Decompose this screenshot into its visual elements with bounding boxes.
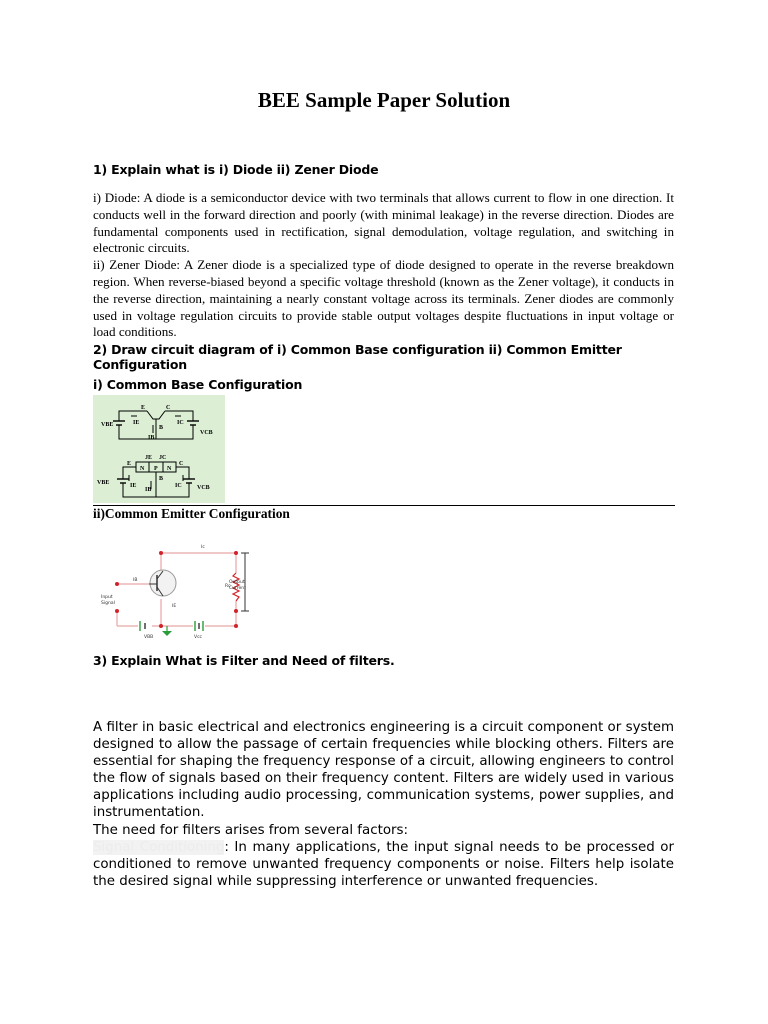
cb-label-p: P bbox=[154, 466, 158, 472]
cb-label-ic: IC bbox=[177, 420, 184, 426]
question-1-heading: 1) Explain what is i) Diode ii) Zener Diode bbox=[93, 162, 379, 177]
cb-label-je: JE bbox=[145, 455, 153, 461]
cb-label-b: B bbox=[159, 425, 164, 431]
common-base-circuit-diagram bbox=[93, 395, 225, 503]
common-emitter-circuit-diagram bbox=[93, 537, 255, 640]
cb-label-ie2: IE bbox=[130, 483, 137, 489]
signal-conditioning-text: : In many applications, the input signal needs to be processed or conditioned to remove unwanted frequency components or noise. Filters help isolate the desired signal while suppressing interference or unwanted frequencies. bbox=[93, 839, 674, 889]
ce-label-input: Input bbox=[101, 595, 113, 600]
cb-label-e: E bbox=[141, 405, 146, 411]
ce-label-signal: Signal bbox=[101, 601, 115, 606]
filter-definition-paragraph: A filter in basic electrical and electronics engineering is a circuit component or system designed to allow the passage of certain frequencies while blocking others. Filters are essential for shaping the frequency response of a circuit, allowing engineers to control the flow of signals based on their frequency content. Filters are widely used in various applications including audio processing, communication systems, power supplies, and instrumentation. bbox=[93, 720, 674, 821]
question-2-heading: 2) Draw circuit diagram of i) Common Base configuration ii) Common Emitter Configuration bbox=[93, 342, 622, 372]
ce-label-ic: Ic bbox=[201, 545, 205, 550]
question-3-answer bbox=[93, 719, 674, 890]
common-emitter-heading: ii)Common Emitter Configuration bbox=[93, 506, 290, 521]
cb-label-e2: E bbox=[127, 461, 132, 467]
cb-label-vbe: VBE bbox=[101, 422, 114, 428]
ce-label-current: Current bbox=[229, 586, 246, 591]
zener-paragraph: ii) Zener Diode: A Zener diode is a specialized type of diode designed to operate in the reverse breakdown region. When reverse-biased beyond a specific voltage threshold (known as the Zener voltage), it conducts in the reverse direction, maintaining a nearly constant voltage across its terminals. Zener diodes are commonly used in voltage regulation circuits to provide stable output voltages despite fluctuations in input voltage or load conditions. bbox=[93, 257, 674, 340]
common-base-heading: i) Common Base Configuration bbox=[93, 377, 303, 392]
cb-label-vbe2: VBE bbox=[97, 480, 110, 486]
question-3-heading: 3) Explain What is Filter and Need of filters. bbox=[93, 653, 395, 668]
ce-label-ib: IB bbox=[133, 578, 138, 583]
question-1-answer bbox=[93, 190, 674, 341]
ce-label-vbb: VBB bbox=[144, 635, 154, 640]
cb-label-n1: N bbox=[140, 466, 145, 472]
cb-label-ib: IB bbox=[148, 435, 155, 441]
ce-label-ie: IE bbox=[172, 604, 177, 609]
cb-label-c2: C bbox=[179, 461, 184, 467]
cb-label-vcb2: VCB bbox=[197, 485, 210, 491]
ce-label-rc: Rc bbox=[225, 584, 231, 589]
cb-label-n2: N bbox=[167, 466, 172, 472]
ground-icon bbox=[162, 626, 172, 636]
ce-label-vcc: Vcc bbox=[194, 635, 203, 640]
cb-label-ic2: IC bbox=[175, 483, 182, 489]
need-for-filters-paragraph: The need for filters arises from several factors: bbox=[93, 822, 409, 838]
cb-label-ie: IE bbox=[133, 420, 140, 426]
cb-label-b2: B bbox=[159, 476, 164, 482]
cb-label-c: C bbox=[166, 405, 171, 411]
signal-conditioning-paragraph bbox=[93, 839, 674, 890]
cb-label-vcb: VCB bbox=[200, 430, 213, 436]
page-title: BEE Sample Paper Solution bbox=[257, 88, 511, 112]
signal-conditioning-term: Signal Conditioning bbox=[93, 839, 225, 855]
cb-label-ib2: IB bbox=[145, 487, 152, 493]
cb-label-jc: JC bbox=[159, 455, 167, 461]
diode-paragraph: i) Diode: A diode is a semiconductor device with two terminals that allows current to flow in one direction. It conducts well in the forward direction and poorly (with minimal leakage) in the reverse direction. Diodes are fundamental components used in rectification, signal demodulation, voltage regulation, and switching in electronic circuits. bbox=[93, 190, 674, 256]
ce-label-output: Output bbox=[229, 580, 245, 585]
